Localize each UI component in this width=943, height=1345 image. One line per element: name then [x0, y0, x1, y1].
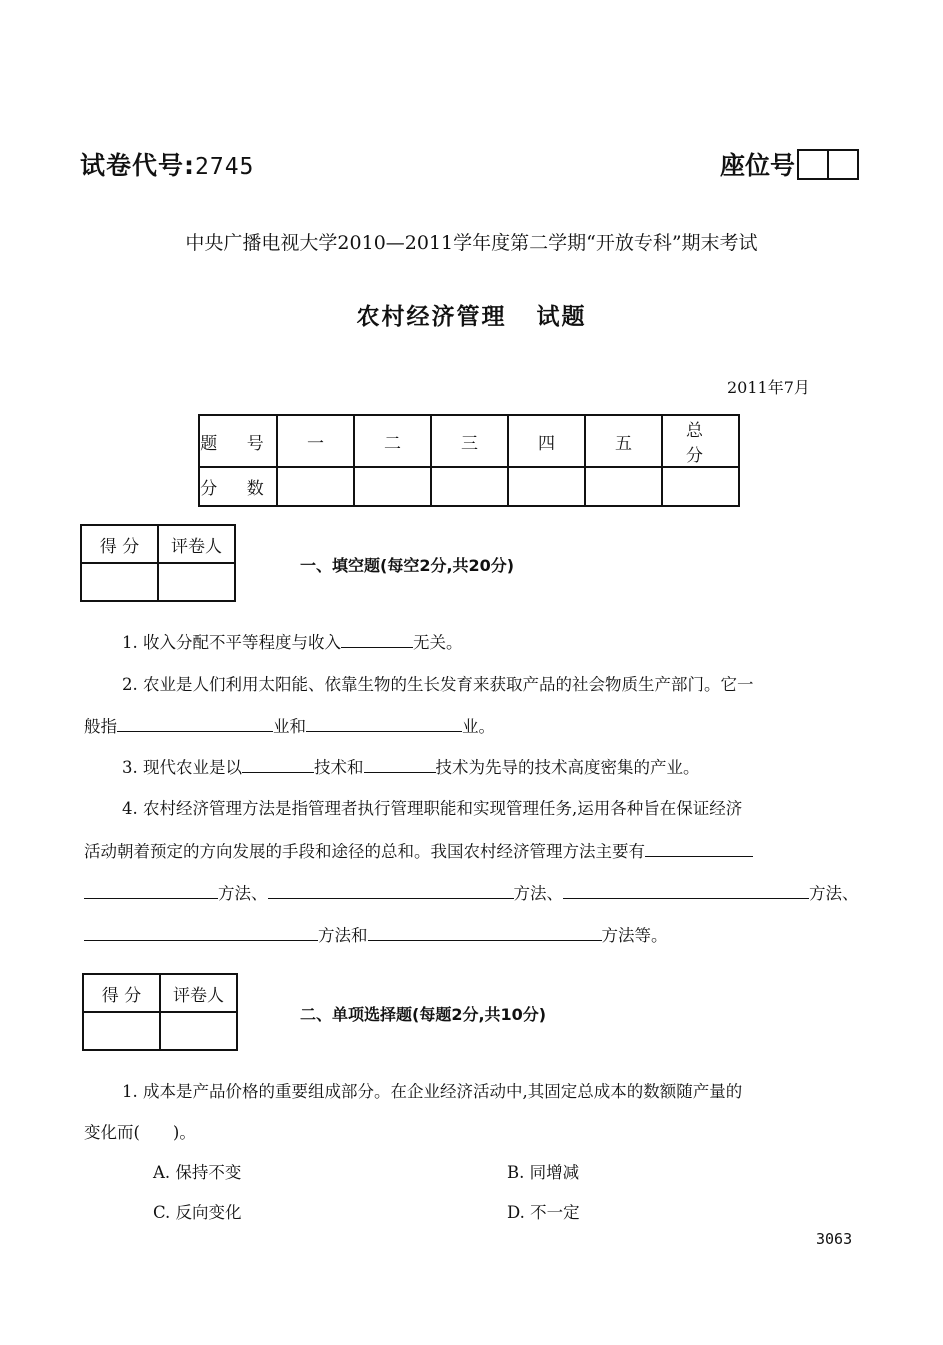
option-b: B. 同增减: [507, 1163, 580, 1182]
score-blank: [585, 467, 662, 506]
score-table: [198, 414, 740, 507]
exam-date: 2011年7月: [727, 378, 810, 397]
section2-heading: 二、单项选择题(每题2分,共10分): [300, 1005, 547, 1024]
grader-name-label: 评卷人: [160, 974, 237, 1012]
section1-heading: 一、填空题(每空2分,共20分): [300, 556, 515, 575]
question-1-3: 3. 现代农业是以 技术和 技术为先导的技术高度密集的产业。: [122, 758, 700, 777]
score-cell-5: 五: [585, 415, 662, 467]
score-blank: [662, 467, 739, 506]
grader-name-blank: [158, 563, 235, 601]
exam-title: [0, 298, 943, 331]
exam-title-main: 农村经济管理: [356, 304, 507, 330]
exam-code: [80, 146, 254, 182]
question-1-2-line1: 2. 农业是人们利用太阳能、依靠生物的生长发育来获取产品的社会物质生产部门。它一: [122, 675, 754, 694]
question-1-4-line1: 4. 农村经济管理方法是指管理者执行管理职能和实现管理任务,运用各种旨在保证经济: [122, 799, 743, 818]
score-blank: [508, 467, 585, 506]
score-cell-total: 总 分: [662, 415, 739, 467]
score-cell-4: 四: [508, 415, 585, 467]
grader-name-blank: [160, 1012, 237, 1050]
exam-subtitle: 中央广播电视大学2010—2011学年度第二学期“开放专科”期末考试: [185, 232, 758, 254]
option-a: A. 保持不变: [153, 1163, 242, 1182]
grader-box-1: [80, 524, 236, 602]
answer-blank: [368, 924, 602, 941]
question-1-2-line2: 般指 业和 业。: [84, 717, 495, 736]
answer-blank: [117, 715, 273, 732]
score-table-header-row: [199, 415, 739, 467]
exam-title-suffix: 试题: [536, 304, 587, 330]
answer-blank: [645, 840, 753, 857]
answer-blank: [268, 882, 514, 899]
grader-score-label: 得 分: [81, 525, 158, 563]
score-table-score-row: [199, 467, 739, 506]
seat-number-boxes: [797, 149, 859, 180]
answer-blank: [341, 631, 413, 648]
score-cell-1: 一: [277, 415, 354, 467]
seat-number: [720, 146, 859, 182]
score-cell-label: 题 号: [199, 415, 277, 467]
exam-code-number: 2745: [195, 154, 255, 180]
answer-blank: [364, 756, 436, 773]
grader-score-label: 得 分: [83, 974, 160, 1012]
option-d: D. 不一定: [507, 1203, 580, 1222]
question-2-1-line1: 1. 成本是产品价格的重要组成部分。在企业经济活动中,其固定总成本的数额随产量的: [122, 1082, 743, 1101]
grader-name-label: 评卷人: [158, 525, 235, 563]
seat-number-label: 座位号: [720, 151, 796, 180]
question-2-1-line2: 变化而( )。: [84, 1123, 196, 1142]
grader-box-2: [82, 973, 238, 1051]
score-cell-3: 三: [431, 415, 508, 467]
question-1-4-line3: 方法、 方法、 方法、: [84, 882, 868, 905]
answer-blank: [563, 882, 809, 899]
grader-score-blank: [83, 1012, 160, 1050]
score-cell-2: 二: [354, 415, 431, 467]
question-1-4-line2: 活动朝着预定的方向发展的手段和途径的总和。我国农村经济管理方法主要有: [84, 840, 868, 863]
answer-blank: [84, 924, 318, 941]
answer-blank: [306, 715, 462, 732]
page-code: 3063: [816, 1230, 853, 1248]
option-c: C. 反向变化: [153, 1203, 242, 1222]
score-blank: [277, 467, 354, 506]
question-1-1: 1. 收入分配不平等程度与收入 无关。: [122, 633, 463, 652]
question-1-4-line4: 方法和 方法等。: [84, 924, 868, 947]
score-blank: [431, 467, 508, 506]
score-row-label: 分 数: [199, 467, 277, 506]
answer-blank: [84, 882, 218, 899]
score-blank: [354, 467, 431, 506]
grader-score-blank: [81, 563, 158, 601]
exam-code-label: 试卷代号:: [80, 151, 195, 180]
answer-blank: [242, 756, 314, 773]
